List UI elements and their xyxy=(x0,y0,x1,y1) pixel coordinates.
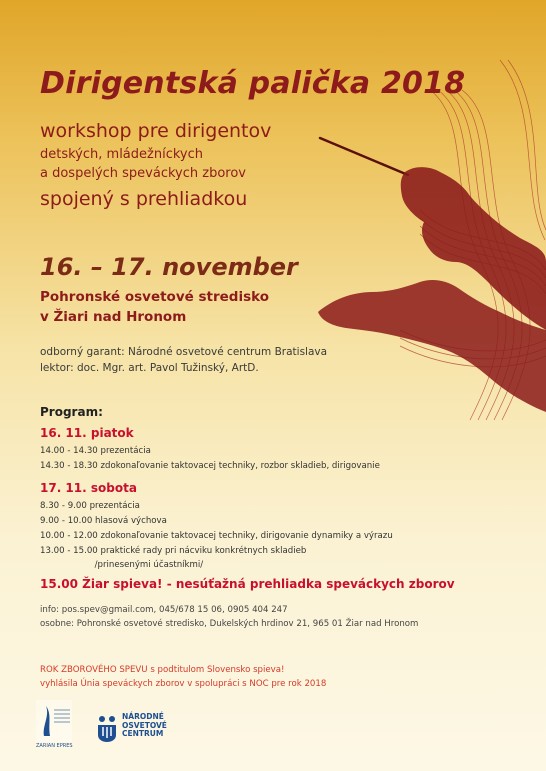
program-heading: Program: xyxy=(40,405,103,419)
finale-event: 15.00 Žiar spieva! - nesúťažná prehliadka speváckych zborov xyxy=(40,577,455,591)
logo-left-caption: ZARIAN EPRES xyxy=(36,743,73,749)
noc-logo-line: NÁRODNÉ xyxy=(122,712,164,721)
noc-logo-line: OSVETOVÉ xyxy=(122,720,167,730)
choir-union-logo xyxy=(36,700,72,742)
subtitle-adult: a dospelých speváckych zborov xyxy=(40,166,246,181)
baton xyxy=(320,138,408,175)
poster-title: Dirigentská palička 2018 xyxy=(40,66,466,101)
schedule-row: /prinesenými účastníkmi/ xyxy=(40,560,204,570)
guarantor: odborný garant: Národné osvetové centrum Bratislava xyxy=(40,346,328,358)
day2-heading: 17. 11. sobota xyxy=(40,481,137,495)
subtitle-youth: detských, mládežníckych xyxy=(40,147,203,162)
schedule-row: 8.30 - 9.00 prezentácia xyxy=(40,501,140,511)
event-date: 16. – 17. november xyxy=(40,253,298,281)
lecturer: lektor: doc. Mgr. art. Pavol Tužinský, ArtD. xyxy=(40,362,259,374)
contact-address: osobne: Pohronské osvetové stredisko, Dukelských hrdinov 21, 965 01 Žiar nad Hronom xyxy=(40,619,419,629)
schedule-row: 14.00 - 14.30 prezentácia xyxy=(40,446,151,456)
schedule-row: 13.00 - 15.00 praktické rady pri nácviku konkrétnych skladieb xyxy=(40,546,307,556)
contact-info: info: pos.spev@gmail.com, 045/678 15 06, 0905 404 247 xyxy=(40,605,288,615)
day1-heading: 16. 11. piatok xyxy=(40,426,134,440)
year-of-choral-singing: ROK ZBOROVÉHO SPEVU s podtitulom Slovensko spieva! xyxy=(40,665,285,675)
subtitle-workshop: workshop pre dirigentov xyxy=(40,120,272,142)
schedule-row: 10.00 - 12.00 zdokonaľovanie taktovacej techniky, dirigovanie dynamiky a výrazu xyxy=(40,531,393,541)
schedule-row: 9.00 - 10.00 hlasová výchova xyxy=(40,516,167,526)
venue-city: v Žiari nad Hronom xyxy=(40,309,187,325)
schedule-row: 14.30 - 18.30 zdokonaľovanie taktovacej techniky, rozbor skladieb, dirigovanie xyxy=(40,461,380,471)
year-declaration: vyhlásila Únia speváckych zborov v spolupráci s NOC pre rok 2018 xyxy=(40,679,327,689)
subtitle-combined: spojený s prehliadkou xyxy=(40,188,248,210)
venue-name: Pohronské osvetové stredisko xyxy=(40,289,269,305)
noc-logo-mark xyxy=(96,713,118,743)
noc-logo-line: CENTRUM xyxy=(122,729,164,738)
noc-logo-text xyxy=(122,713,167,739)
